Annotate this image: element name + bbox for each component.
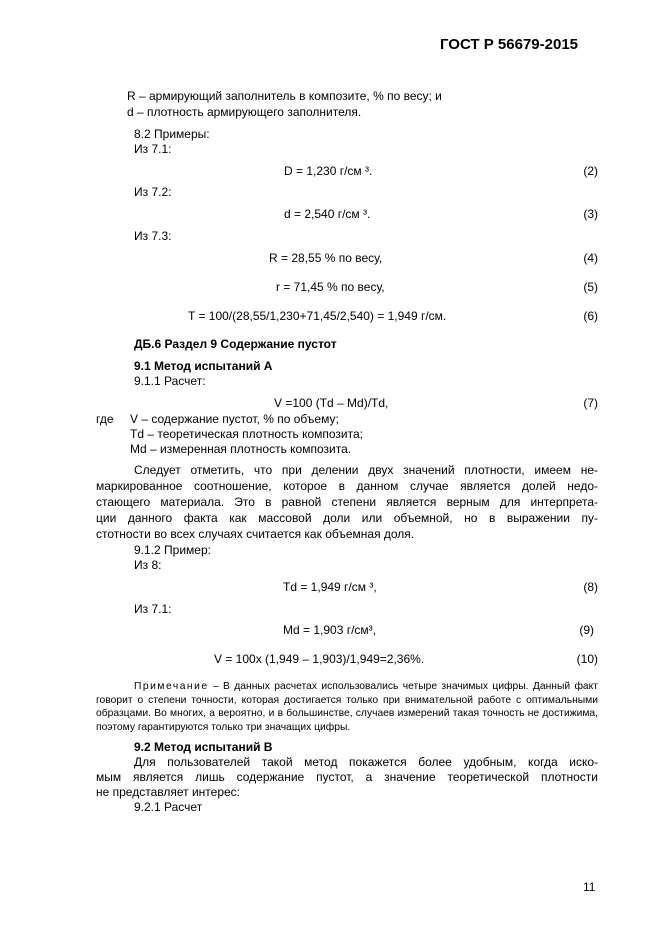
equation-9-number: (9) xyxy=(579,623,594,637)
calc-b-heading: 9.2.1 Расчет xyxy=(134,800,203,814)
examples-heading: 8.2 Примеры: xyxy=(134,127,210,141)
paragraph-line-1: Следует отметить, что при делении двух значений плотности, имеем не- xyxy=(134,463,598,477)
equation-8: Td = 1,949 г/см ³, xyxy=(283,580,377,594)
equation-3: d = 2,540 г/см ³. xyxy=(284,207,371,221)
equation-3-number: (3) xyxy=(583,207,598,221)
from-7-2-label: Из 7.2: xyxy=(134,185,172,199)
equation-2: D = 1,230 г/см ³. xyxy=(284,164,373,178)
definition-r: R – армирующий заполнитель в композите, % по весу; и xyxy=(127,89,442,103)
equation-6-number: (6) xyxy=(583,309,598,323)
paragraph-b-line-3: не представляет интерес: xyxy=(96,785,241,799)
equation-9: Md = 1,903 г/см³, xyxy=(283,623,376,637)
equation-10: V = 100х (1,949 – 1,903)/1,949=2,36%. xyxy=(214,652,425,666)
page-number: 11 xyxy=(583,880,596,894)
definition-v: V – содержание пустот, % по объему; xyxy=(130,412,339,426)
note-paragraph xyxy=(96,680,598,734)
section-title: ДБ.6 Раздел 9 Содержание пустот xyxy=(134,337,337,351)
paragraph-line-5: стотности во всех случаях считается как объемная доля. xyxy=(96,527,415,541)
equation-4-number: (4) xyxy=(583,251,598,265)
equation-8-number: (8) xyxy=(583,580,598,594)
equation-6: T = 100/(28,55/1,230+71,45/2,540) = 1,949 г/см. xyxy=(188,309,447,323)
standard-header: ГОСТ Р 56679-2015 xyxy=(440,36,579,53)
calc-heading: 9.1.1 Расчет: xyxy=(134,374,206,388)
equation-7: V =100 (Td – Md)/Td, xyxy=(274,396,389,410)
paragraph-line-2: маркированное соотношение, которое в данном случае является долей недо- xyxy=(96,479,598,493)
note-text: – В данных расчетах использовались четыре значимых цифры. Данный факт говорит о степени точности, которая достигается только при внимательной работе с оптимальными образцами. Во многих, а вероятно, и в большинстве, случаев измерений такая точность не достижима, поэтому гарантируются только три значащих цифры. xyxy=(96,681,598,733)
where-label: где xyxy=(96,412,114,426)
from-7-3-label: Из 7.3: xyxy=(134,229,172,243)
equation-2-number: (2) xyxy=(583,164,598,178)
method-a-heading: 9.1 Метод испытаний А xyxy=(134,359,273,373)
equation-5-number: (5) xyxy=(583,280,598,294)
definition-md: Md – измеренная плотность композита. xyxy=(130,442,352,456)
from-7-1-label: Из 7.1: xyxy=(134,142,172,156)
from-8-label: Из 8: xyxy=(134,558,162,572)
method-b-heading: 9.2 Метод испытаний В xyxy=(134,740,273,754)
definition-d: d – плотность армирующего заполнителя. xyxy=(127,105,362,119)
equation-4: R = 28,55 % по весу, xyxy=(269,251,383,265)
definition-td: Td – теоретическая плотность композита; xyxy=(130,427,363,441)
paragraph-line-3: стающего материала. Это в равной степени является верным для интерпрета- xyxy=(96,495,598,509)
from-7-1-label-b: Из 7.1: xyxy=(134,602,172,616)
equation-7-number: (7) xyxy=(583,396,598,410)
note-label: Примечание xyxy=(134,681,209,692)
paragraph-b-line-1: Для пользователей такой метод покажется более удобным, когда иско- xyxy=(134,755,598,769)
paragraph-b-line-2: мым является лишь содержание пустот, а значение теоретической плотности xyxy=(96,770,598,784)
example-heading: 9.1.2 Пример: xyxy=(134,543,211,557)
paragraph-line-4: ции данного факта как массовой доли или объемной, но в выражении пу- xyxy=(96,511,598,525)
equation-5: r = 71,45 % по весу, xyxy=(276,280,385,294)
equation-10-number: (10) xyxy=(576,652,598,666)
